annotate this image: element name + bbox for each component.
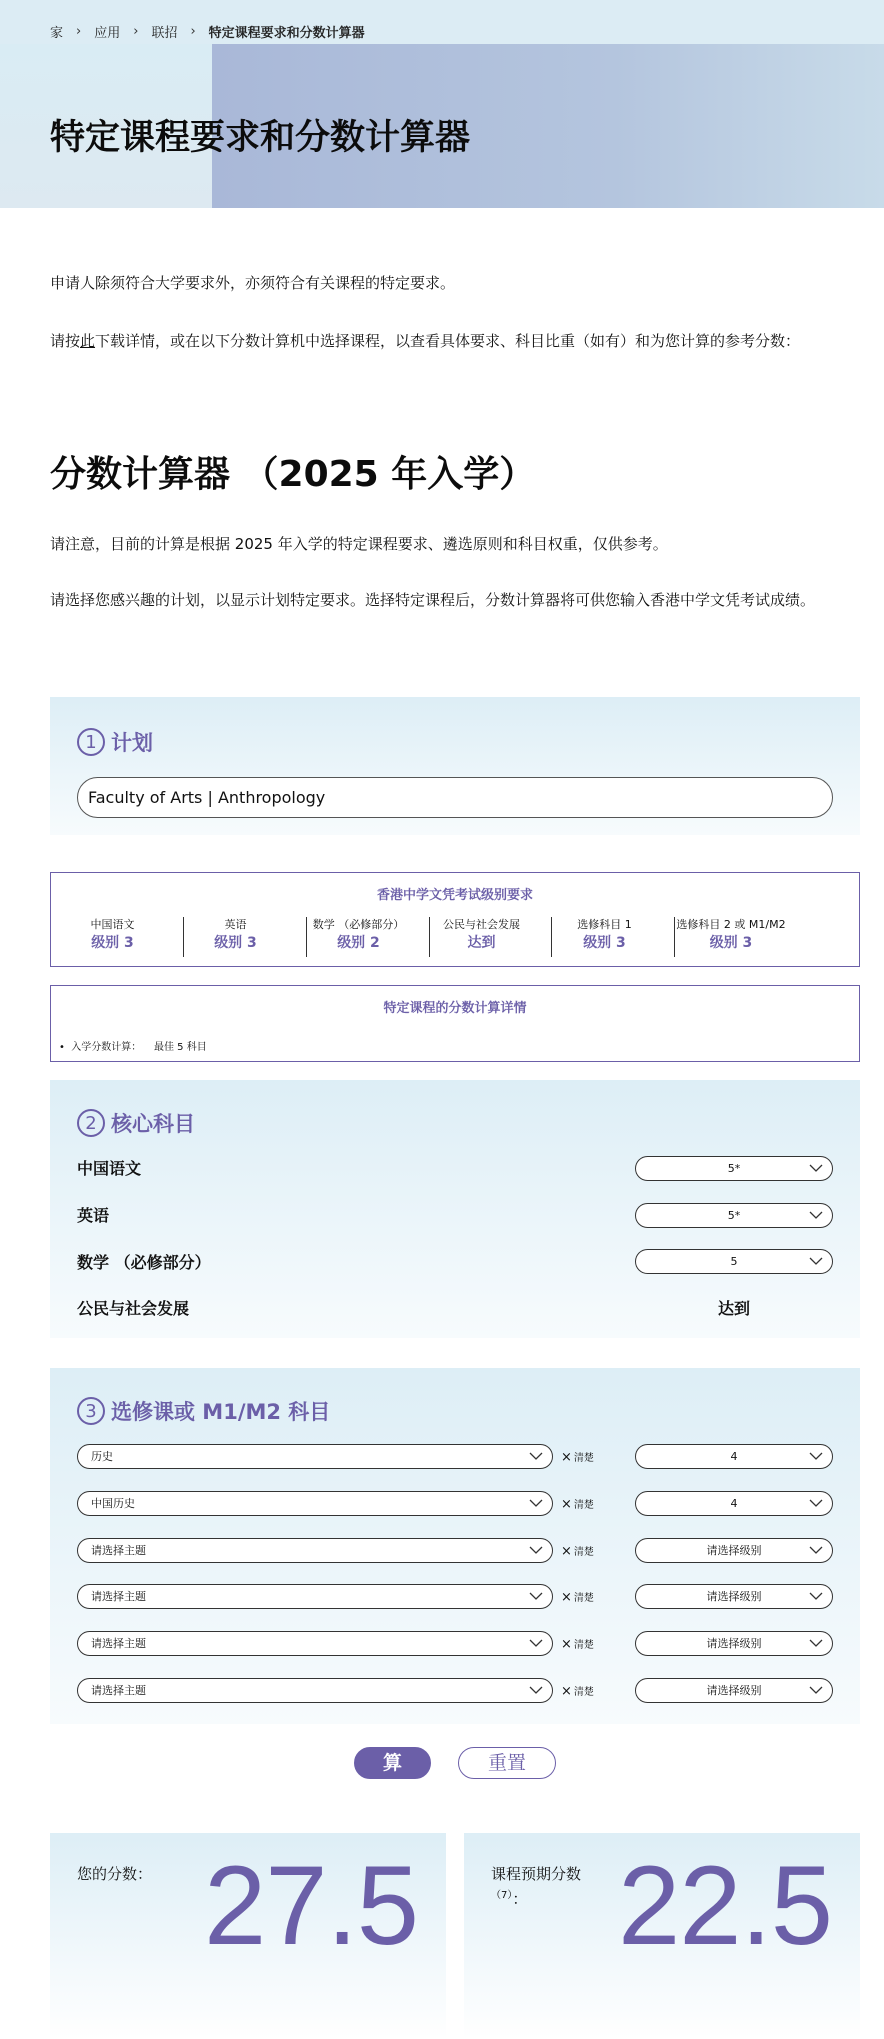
score-details-value: 最佳 5 科目 — [153, 1042, 207, 1053]
chevron-down-icon — [529, 1590, 543, 1602]
subject-select[interactable] — [77, 1444, 553, 1469]
close-icon: × — [561, 1450, 572, 1465]
requirements-box — [50, 872, 860, 967]
close-icon: × — [561, 1497, 572, 1512]
chevron-down-icon — [529, 1637, 543, 1649]
expected-score-value: 22.5 — [618, 1843, 832, 1968]
subject-select[interactable] — [77, 1631, 553, 1656]
expected-score-note: （7） — [491, 1890, 513, 1901]
close-icon: × — [561, 1590, 572, 1605]
chevron-down-icon — [809, 1209, 823, 1221]
breadcrumb-home[interactable]: 家 — [50, 26, 64, 41]
requirement-value: 级别 3 — [214, 935, 257, 951]
grade-select[interactable] — [635, 1584, 833, 1609]
requirement-label: 公民与社会发展 — [443, 918, 520, 931]
section-2-title — [77, 1108, 195, 1138]
elective-subjects-section — [50, 1368, 860, 1724]
intro-line-2-prefix: 请按 — [50, 332, 81, 350]
calculator-note-1: 请注意，目前的计算是根据 2025 年入学的特定课程要求、遴选原则和科目权重，仅供参考。 — [50, 535, 668, 553]
clear-label: 清楚 — [573, 1453, 594, 1464]
clear-button[interactable] — [561, 1543, 594, 1559]
chevron-down-icon — [809, 1255, 823, 1267]
expected-score-colon: ： — [512, 1890, 528, 1908]
subject-value: 请选择主题 — [91, 1637, 146, 1650]
chevron-down-icon — [809, 1590, 823, 1602]
breadcrumb-apply[interactable]: 应用 — [94, 26, 121, 41]
grade-select[interactable] — [635, 1444, 833, 1469]
section-3-title — [77, 1396, 330, 1426]
subject-value: 中国历史 — [91, 1497, 135, 1510]
step-number-3: 3 — [77, 1397, 105, 1425]
calculate-button[interactable]: 算 — [354, 1747, 431, 1779]
requirement-item — [297, 917, 420, 957]
your-score-value: 27.5 — [204, 1843, 418, 1968]
calculator-note-2: 请选择您感兴趣的计划，以显示计划特定要求。选择特定课程后，分数计算器将可供您输入香港中学文凭考试成绩。 — [50, 591, 816, 609]
requirement-value: 级别 3 — [583, 935, 626, 951]
close-icon: × — [561, 1684, 572, 1699]
requirement-label: 英语 — [224, 918, 247, 931]
reset-button[interactable]: 重置 — [458, 1747, 556, 1779]
chevron-down-icon — [529, 1684, 543, 1696]
score-details-title: 特定课程的分数计算详情 — [383, 1001, 527, 1016]
chevron-down-icon — [809, 1450, 823, 1462]
breadcrumb — [50, 22, 365, 41]
section-2-label: 核心科目 — [111, 1112, 195, 1136]
chevron-right-icon: › — [133, 24, 139, 39]
chevron-down-icon — [809, 1637, 823, 1649]
requirement-value: 达到 — [467, 935, 496, 951]
grade-select[interactable] — [635, 1631, 833, 1656]
grade-select[interactable] — [635, 1203, 833, 1228]
chevron-right-icon: › — [190, 24, 196, 39]
clear-button[interactable] — [561, 1636, 594, 1652]
step-number-2: 2 — [77, 1109, 105, 1137]
calculator-title: 分数计算器 （2025 年入学） — [50, 454, 536, 495]
chevron-down-icon — [529, 1497, 543, 1509]
step-number-1: 1 — [77, 728, 105, 756]
clear-label: 清楚 — [573, 1500, 594, 1511]
hero-banner — [0, 0, 884, 208]
subject-select[interactable] — [77, 1491, 553, 1516]
grade-value: 请选择级别 — [706, 1637, 762, 1650]
intro-line-1: 申请人除须符合大学要求外，亦须符合有关课程的特定要求。 — [50, 274, 456, 292]
subject-value: 请选择主题 — [91, 1684, 146, 1697]
grade-value: 4 — [730, 1497, 738, 1510]
grade-value: 5* — [727, 1162, 741, 1175]
section-3-label: 选修课或 M1/M2 科目 — [111, 1400, 331, 1424]
download-link[interactable]: 此 — [80, 332, 96, 350]
grade-select[interactable] — [635, 1249, 833, 1274]
requirements-title: 香港中学文凭考试级别要求 — [376, 888, 533, 903]
grade-value: 5 — [730, 1255, 738, 1268]
requirement-item — [420, 917, 543, 957]
requirement-item — [543, 917, 666, 957]
section-1-label: 计划 — [111, 731, 153, 755]
subject-select[interactable] — [77, 1678, 553, 1703]
your-score-label: 您的分数： — [77, 1865, 153, 1883]
requirement-value: 级别 3 — [709, 935, 753, 951]
core-subjects-section — [50, 1080, 860, 1338]
grade-value: 请选择级别 — [706, 1544, 762, 1557]
requirement-value: 级别 2 — [337, 935, 380, 951]
expected-score-card — [464, 1833, 860, 2039]
core-subject-label: 数学 （必修部分） — [77, 1253, 211, 1272]
citizenship-label: 公民与社会发展 — [77, 1299, 190, 1318]
grade-value: 请选择级别 — [706, 1684, 762, 1697]
grade-value: 5* — [727, 1209, 741, 1222]
clear-label: 清楚 — [573, 1687, 594, 1698]
intro-line-2 — [50, 328, 800, 355]
requirement-label: 选修科目 2 或 M1/M2 — [676, 918, 786, 931]
grade-select[interactable] — [635, 1538, 833, 1563]
chevron-down-icon — [809, 1497, 823, 1509]
expected-score-title: 课程预期分数 — [491, 1865, 582, 1883]
grade-select[interactable] — [635, 1491, 833, 1516]
chevron-down-icon — [809, 1684, 823, 1696]
chevron-down-icon — [809, 1162, 823, 1174]
subject-value: 请选择主题 — [91, 1590, 146, 1603]
intro-line-2-suffix: 下载详情，或在以下分数计算机中选择课程，以查看具体要求、科目比重（如有）和为您计算的参考分数： — [95, 332, 801, 350]
chevron-down-icon — [529, 1450, 543, 1462]
clear-button[interactable] — [561, 1496, 594, 1512]
requirement-item — [174, 917, 297, 957]
score-details-box — [50, 985, 860, 1062]
chevron-right-icon: › — [76, 24, 82, 39]
requirement-item — [666, 917, 796, 957]
program-select[interactable]: Faculty of Arts | Anthropology — [77, 777, 833, 818]
requirement-value: 级别 3 — [91, 935, 134, 951]
requirement-label: 中国语文 — [90, 918, 135, 931]
page-title: 特定课程要求和分数计算器 — [50, 118, 471, 158]
requirement-label: 选修科目 1 — [577, 918, 632, 931]
requirement-item — [51, 917, 174, 957]
core-subject-label: 英语 — [77, 1206, 110, 1225]
subject-select[interactable] — [77, 1584, 553, 1609]
core-subject-label: 中国语文 — [77, 1159, 142, 1178]
clear-label: 清楚 — [573, 1640, 594, 1651]
grade-value: 请选择级别 — [706, 1590, 762, 1603]
clear-button[interactable] — [561, 1449, 594, 1465]
citizenship-value: 达到 — [718, 1299, 751, 1318]
clear-label: 清楚 — [573, 1593, 594, 1604]
clear-button[interactable] — [561, 1589, 594, 1605]
grade-value: 4 — [730, 1450, 738, 1463]
score-details-label: 入学分数计算： — [71, 1042, 142, 1053]
breadcrumb-jupas[interactable]: 联招 — [151, 26, 178, 41]
breadcrumb-current: 特定课程要求和分数计算器 — [208, 26, 365, 41]
clear-label: 清楚 — [573, 1547, 594, 1558]
subject-select[interactable] — [77, 1538, 553, 1563]
grade-select[interactable] — [635, 1678, 833, 1703]
close-icon: × — [561, 1637, 572, 1652]
close-icon: × — [561, 1544, 572, 1559]
expected-score-label — [491, 1863, 581, 1910]
chevron-down-icon — [529, 1544, 543, 1556]
chevron-down-icon — [809, 1544, 823, 1556]
score-details-item: • 入学分数计算： 最佳 5 科目 — [59, 1042, 207, 1053]
requirement-label: 数学 （必修部分） — [312, 918, 405, 931]
subject-value: 历史 — [91, 1450, 113, 1463]
grade-select[interactable] — [635, 1156, 833, 1181]
your-score-card — [50, 1833, 446, 2039]
section-1-title — [77, 727, 153, 757]
subject-value: 请选择主题 — [91, 1544, 146, 1557]
program-section — [50, 697, 860, 835]
clear-button[interactable] — [561, 1683, 594, 1699]
